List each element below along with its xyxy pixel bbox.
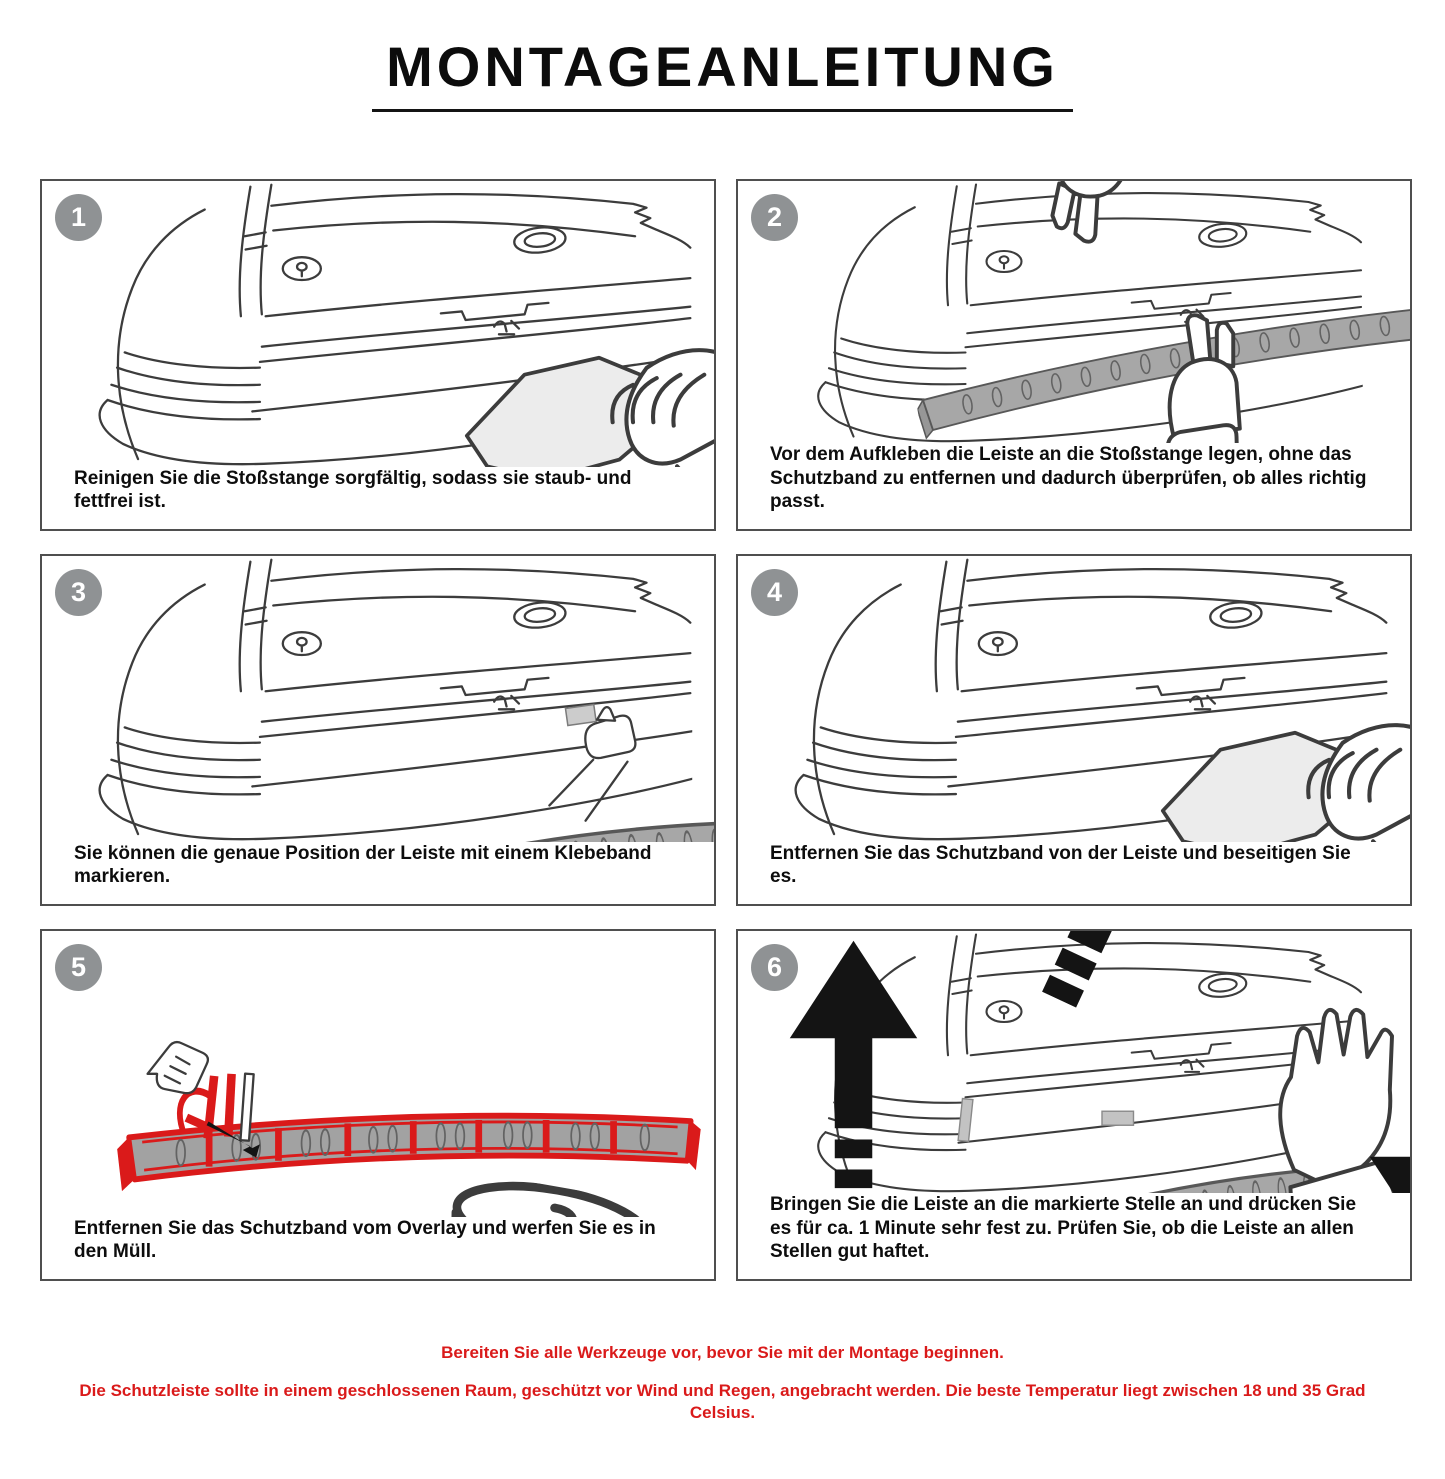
- step-caption: Sie können die genaue Position der Leiste mit einem Klebeband markieren.: [74, 842, 652, 887]
- hand-with-cloth-icon: [467, 350, 714, 467]
- right-hand-icon: [1042, 181, 1164, 247]
- protective-strip: [280, 815, 714, 842]
- step-panel-5: [40, 929, 716, 1281]
- page-title: MONTAGEANLEITUNG: [372, 34, 1073, 112]
- step-panel-2: [736, 179, 1412, 531]
- protective-strip: [914, 305, 1410, 439]
- trash-bin-icon: [421, 1174, 652, 1217]
- masking-tape-piece: [565, 705, 596, 726]
- step-number-badge: 5: [55, 944, 102, 991]
- step-number-badge: 3: [55, 569, 102, 616]
- strip-with-red-liner: [117, 1091, 701, 1191]
- tape-tab-center: [1102, 1111, 1133, 1125]
- step-panel-4: [736, 554, 1412, 906]
- step-5-illustration-discard-liner: [42, 931, 714, 1217]
- step-panel-6: [736, 929, 1412, 1281]
- arrow-up-center-icon: [790, 941, 917, 1188]
- step-2-illustration-test-fit-strip: [738, 181, 1410, 443]
- step-6-illustration-press-strip: [738, 931, 1410, 1193]
- footer-note-conditions: Die Schutzleiste sollte in einem geschlossenen Raum, geschützt vor Wind und Regen, angebracht werden. Die beste Temperatur liegt zwischen 18 und 35 Grad Celsius.: [79, 1381, 1366, 1423]
- tape-tab-left: [958, 1099, 973, 1142]
- step-panel-3: [40, 554, 716, 906]
- step-4-illustration-remove-tape: [738, 556, 1410, 842]
- arrow-up-right-icon: [1001, 931, 1221, 1027]
- step-caption: Vor dem Aufkleben die Leiste an die Stoßstange legen, ohne das Schutzband zu entfernen und dadurch überprüfen, ob alles richtig passt.: [770, 444, 1367, 512]
- left-hand-icon: [1168, 315, 1240, 443]
- step-caption: Bringen Sie die Leiste an die markierte Stelle an und drücken Sie es für ca. 1 Minute sehr fest zu. Prüfen Sie, ob die Leiste an allen Stellen gut haftet.: [770, 1194, 1357, 1262]
- instruction-steps-grid: [40, 179, 1412, 1281]
- hand-with-tape-icon: [1163, 725, 1410, 842]
- step-caption: Entfernen Sie das Schutzband von der Leiste und beseitigen Sie es.: [770, 842, 1351, 887]
- footer-note-tools: Bereiten Sie alle Werkzeuge vor, bevor Sie mit der Montage beginnen.: [441, 1343, 1004, 1362]
- step-number-badge: 4: [751, 569, 798, 616]
- step-number-badge: 2: [751, 194, 798, 241]
- step-caption: Entfernen Sie das Schutzband vom Overlay und werfen Sie es in den Müll.: [74, 1217, 656, 1262]
- hand-icon: [148, 1042, 208, 1093]
- step-3-illustration-mark-position: [42, 556, 714, 842]
- pointing-hand-icon: [549, 707, 635, 821]
- step-panel-1: [40, 179, 716, 531]
- footer-notes: [0, 1342, 1445, 1440]
- page-header: [0, 34, 1445, 112]
- step-caption: Reinigen Sie die Stoßstange sorgfältig, sodass sie staub- und fettfrei ist.: [74, 467, 632, 512]
- step-number-badge: 1: [55, 194, 102, 241]
- step-1-illustration-clean-bumper: [42, 181, 714, 467]
- step-number-badge: 6: [751, 944, 798, 991]
